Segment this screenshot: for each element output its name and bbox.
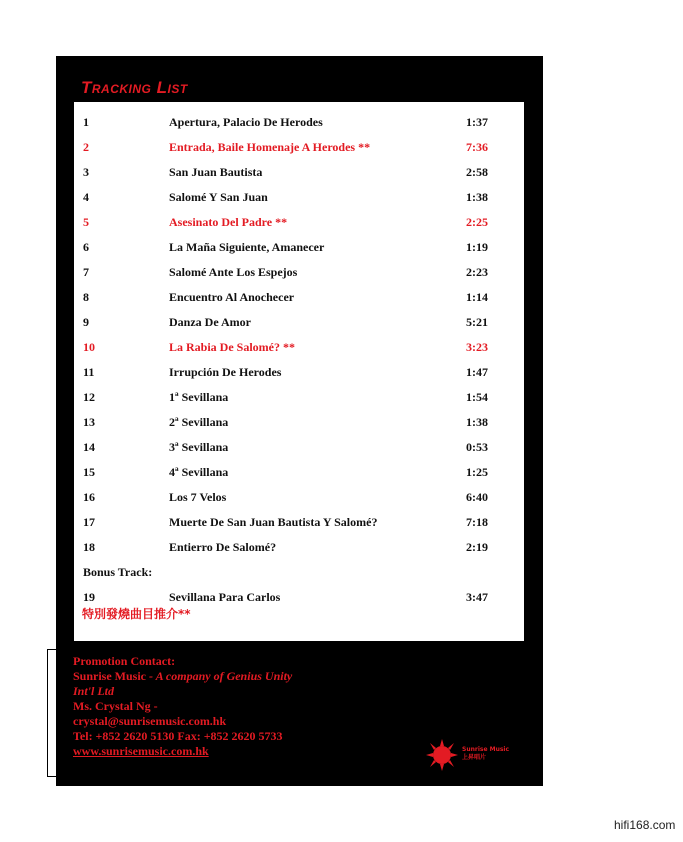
track-title: Muerte De San Juan Bautista Y Salomé?: [169, 515, 378, 529]
contact-person: Ms. Crystal Ng -: [73, 699, 158, 713]
track-number: 5: [83, 215, 89, 229]
bonus-track-label-row: [74, 562, 524, 587]
track-number: 16: [83, 490, 95, 504]
track-title: 3ª Sevillana: [169, 440, 229, 454]
track-number: 19: [83, 590, 95, 604]
track-title: Los 7 Velos: [169, 490, 227, 504]
track-title: Sevillana Para Carlos: [169, 590, 281, 604]
contact-company-tagline-2: Int'l Ltd: [73, 684, 115, 698]
track-row: [74, 337, 524, 362]
track-row: [74, 162, 524, 187]
track-title: San Juan Bautista: [169, 165, 263, 179]
track-duration: 1:47: [466, 365, 488, 379]
track-title: 1ª Sevillana: [169, 390, 229, 404]
track-duration: 6:40: [466, 490, 488, 504]
track-title: Salomé Y San Juan: [169, 190, 268, 204]
track-number: 8: [83, 290, 89, 304]
track-duration: 1:25: [466, 465, 488, 479]
track-title: Danza De Amor: [169, 315, 251, 329]
track-number: 6: [83, 240, 89, 254]
contact-heading: Promotion Contact:: [73, 654, 176, 668]
track-row: [74, 262, 524, 287]
bonus-track-label: Bonus Track:: [83, 565, 153, 579]
track-title: Entierro De Salomé?: [169, 540, 277, 554]
track-duration: 2:58: [466, 165, 488, 179]
track-duration: 2:19: [466, 540, 488, 554]
track-number: 10: [83, 340, 95, 354]
track-title: Irrupción De Herodes: [169, 365, 282, 379]
track-row: [74, 237, 524, 262]
track-number: 11: [83, 365, 95, 379]
track-number: 7: [83, 265, 89, 279]
track-number: 12: [83, 390, 95, 404]
track-duration: 1:38: [466, 190, 488, 204]
track-number: 2: [83, 140, 89, 154]
track-title: Salomé Ante Los Espejos: [169, 265, 298, 279]
track-row: [74, 187, 524, 212]
track-title: Entrada, Baile Homenaje A Herodes **: [169, 140, 371, 154]
logo-name: Sunrise Music: [462, 746, 510, 753]
contact-email[interactable]: crystal@sunrisemusic.com.hk: [73, 714, 227, 728]
contact-company: Sunrise Music: [73, 669, 147, 683]
track-row: [74, 487, 524, 512]
track-number: 13: [83, 415, 95, 429]
track-row: [74, 362, 524, 387]
page-title: Tracking List: [81, 78, 188, 97]
track-number: 17: [83, 515, 95, 529]
track-number: 4: [83, 190, 89, 204]
track-duration: 7:36: [466, 140, 488, 154]
track-row: [74, 412, 524, 437]
watermark: hifi168.com: [614, 818, 676, 832]
track-number: 1: [83, 115, 89, 129]
track-title: La Rabia De Salomé? **: [169, 340, 295, 354]
track-duration: 5:21: [466, 315, 488, 329]
contact-company-tagline: - A company of Genius Unity: [146, 669, 293, 683]
track-duration: 0:53: [466, 440, 488, 454]
track-duration: 3:47: [466, 590, 488, 604]
track-duration: 2:23: [466, 265, 488, 279]
track-title: 4ª Sevillana: [169, 465, 229, 479]
track-row: [74, 537, 524, 562]
tracklist-panel: [74, 102, 524, 641]
track-row: [74, 137, 524, 162]
sunrise-music-logo: [424, 738, 526, 772]
contact-company-line: [73, 669, 292, 684]
track-number: 18: [83, 540, 95, 554]
track-number: 9: [83, 315, 89, 329]
footnote-recommended: 特別發燒曲目推介**: [82, 607, 191, 621]
track-duration: 1:38: [466, 415, 488, 429]
promotion-contact: [73, 654, 292, 759]
track-row: [74, 512, 524, 537]
track-number: 3: [83, 165, 89, 179]
track-duration: 1:14: [466, 290, 488, 304]
track-duration: 1:37: [466, 115, 488, 129]
track-row: [74, 437, 524, 462]
track-duration: 3:23: [466, 340, 488, 354]
track-row: [74, 112, 524, 137]
track-title: 2ª Sevillana: [169, 415, 229, 429]
margin-bracket: [47, 649, 56, 777]
track-row: [74, 287, 524, 312]
track-duration: 1:54: [466, 390, 488, 404]
sunburst-icon: [424, 738, 460, 772]
logo-text: [462, 746, 509, 762]
track-title: Apertura, Palacio De Herodes: [169, 115, 323, 129]
track-duration: 7:18: [466, 515, 488, 529]
track-duration: 1:19: [466, 240, 488, 254]
track-row: [74, 387, 524, 412]
contact-phone: Tel: +852 2620 5130 Fax: +852 2620 5733: [73, 729, 283, 743]
track-rows: [74, 112, 524, 612]
tracklist-sheet: [56, 56, 543, 786]
contact-website-link[interactable]: www.sunrisemusic.com.hk: [73, 744, 209, 758]
track-title: La Maña Siguiente, Amanecer: [169, 240, 325, 254]
track-row: [74, 462, 524, 487]
track-title: Asesinato Del Padre **: [169, 215, 288, 229]
track-number: 14: [83, 440, 95, 454]
track-row: [74, 212, 524, 237]
track-title: Encuentro Al Anochecer: [169, 290, 295, 304]
track-row: [74, 312, 524, 337]
track-duration: 2:25: [466, 215, 488, 229]
logo-chinese: 上昇唱片: [462, 754, 487, 761]
track-number: 15: [83, 465, 95, 479]
